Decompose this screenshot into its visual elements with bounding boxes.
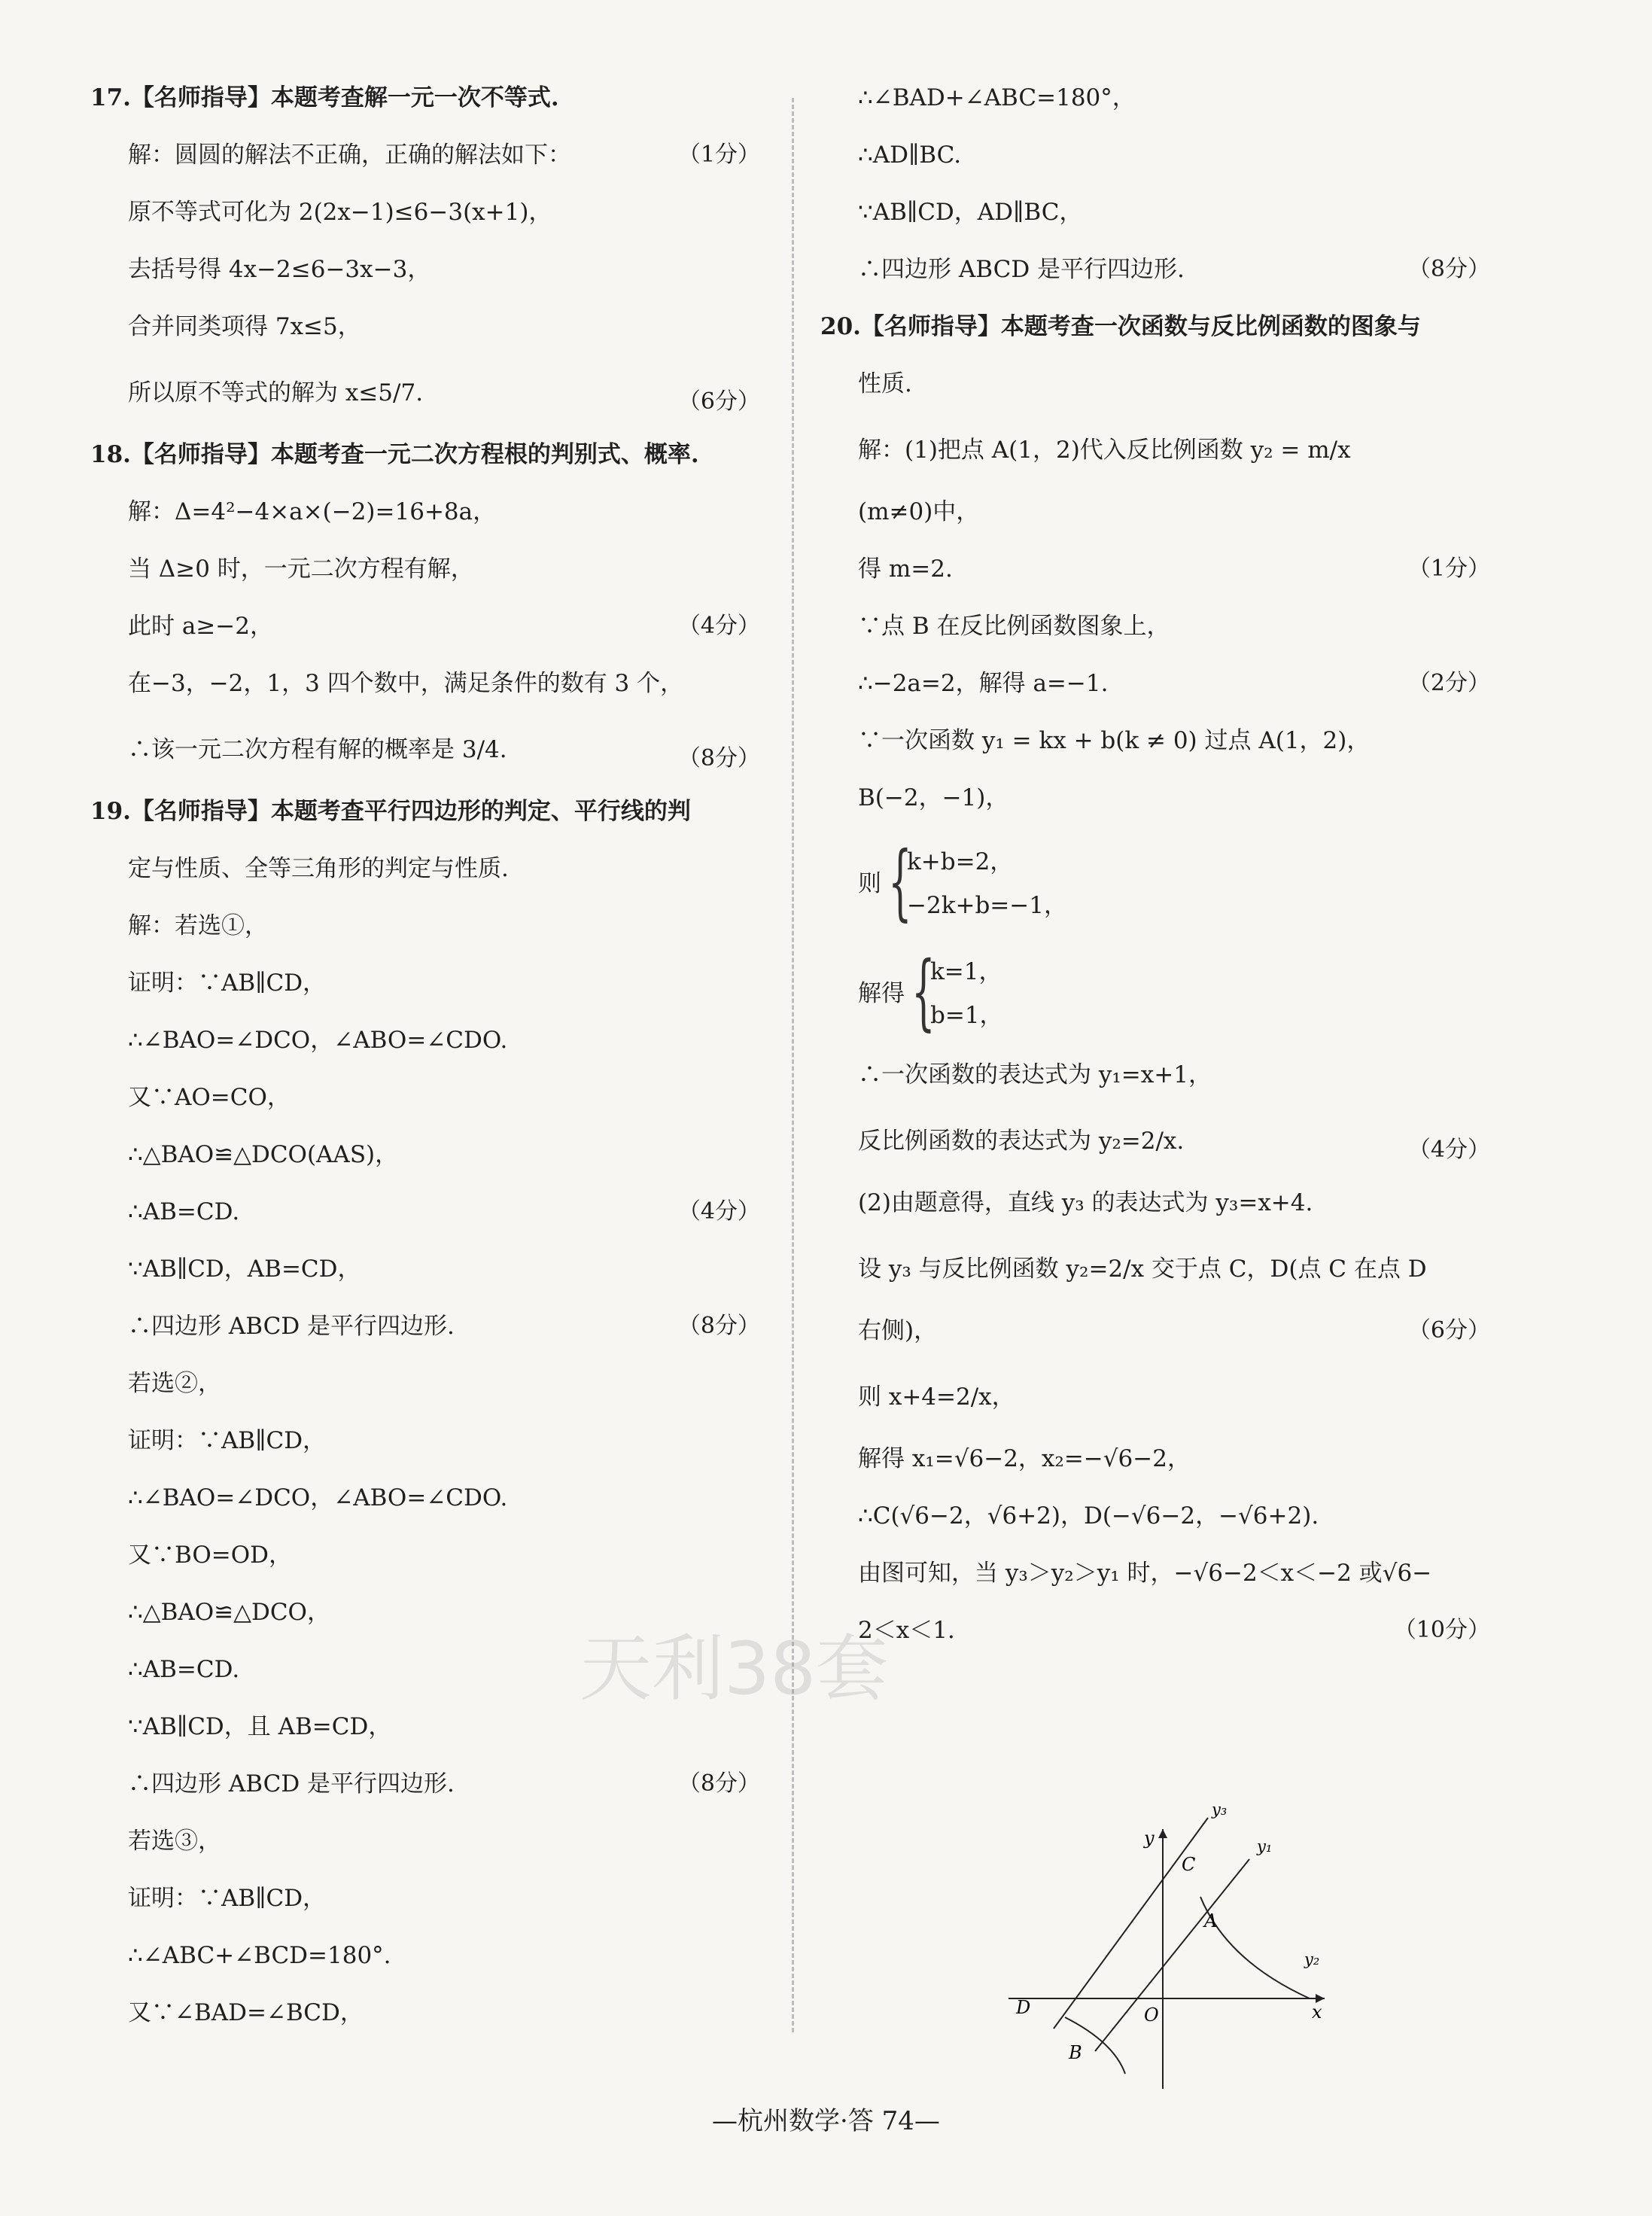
label-origin: O [1144,2004,1159,2026]
left-line-24 [90,1426,768,1456]
solution-text: 则 x+4=2/x， [858,1383,1015,1411]
left-line-19 [90,1140,768,1170]
left-line-31 [90,1826,768,1856]
left-line-16 [90,968,768,998]
solution-text: 合并同类项得 7x≤5， [128,313,361,340]
score-mark: （6分） [677,388,760,415]
solution-text: ∴∠ABC+∠BCD=180°. [128,1942,391,1969]
score-mark: （4分） [677,1198,760,1225]
score-mark: （8分） [677,1770,760,1797]
solution-text: 证明：∵AB∥CD， [128,1427,327,1454]
right-line-13 [820,783,1498,813]
left-line-8 [90,497,768,527]
right-line-19 [820,1245,1498,1293]
right-line-1 [820,83,1498,113]
score-mark: （4分） [677,613,760,639]
solution-text: ∴四边形 ABCD 是平行四边形. [128,1770,455,1797]
left-line-3 [90,197,768,227]
solution-text: 解：若选①， [128,912,268,939]
solution-text: 解：(1)把点 A(1，2)代入反比例函数 y₂ = m/x [858,437,1351,464]
solution-text: B(−2，−1)， [858,784,1009,811]
right-line-7 [820,426,1498,474]
solution-text: 又∵AO=CO， [128,1084,291,1111]
solution-text: ∴∠BAO=∠DCO，∠ABO=∠CDO. [128,1027,508,1054]
left-line-26 [90,1540,768,1570]
label-x: x [1312,2001,1322,2023]
solution-text: 又∵BO=OD， [128,1542,293,1569]
score-mark: （8分） [1407,256,1490,282]
system-equation: k+b=2， [907,848,1014,875]
solution-text: 证明：∵AB∥CD， [128,1885,327,1912]
left-line-20 [90,1197,768,1227]
label-y2: y₂ [1304,1950,1320,1968]
right-line-10 [820,611,1498,641]
solution-text: 解：圆圆的解法不正确，正确的解法如下： [128,142,571,169]
right-line-24 [820,1558,1498,1588]
page-footer: —杭州数学·答 74— [712,2106,940,2136]
solution-text: 证明：∵AB∥CD， [128,970,327,997]
left-line-10 [90,611,768,641]
label-C: C [1182,1854,1196,1875]
label-B: B [1069,2042,1082,2063]
solution-text: 反比例函数的表达式为 y₂=2/x. [858,1128,1185,1155]
left-line-34 [90,1998,768,2028]
solution-text: ∵AB∥CD，AD∥BC， [858,199,1083,226]
solution-text: 解：Δ=4²−4×a×(−2)=16+8a， [128,498,497,525]
right-line-2 [820,140,1498,170]
left-line-15 [90,911,768,941]
label-y1: y₁ [1257,1837,1273,1855]
left-line-32 [90,1883,768,1913]
solution-text: ∵一次函数 y₁ = kx + b(k ≠ 0) 过点 A(1，2)， [858,727,1371,754]
score-mark: （1分） [1407,556,1490,582]
right-line-20 [820,1316,1498,1346]
solution-text: (2)由题意得，直线 y₃ 的表达式为 y₃=x+4. [858,1189,1313,1216]
solution-text: 在−3，−2，1，3 四个数中，满足条件的数有 3 个， [128,670,684,697]
left-line-17 [90,1025,768,1055]
left-line-11 [90,668,768,699]
score-mark: （4分） [1407,1137,1490,1163]
right-line-18 [820,1188,1498,1218]
system-label: 解得 [858,980,905,1007]
score-mark: （8分） [677,745,760,772]
solution-text: ∴C(√6−2，√6+2)，D(−√6−2，−√6+2). [858,1502,1319,1530]
left-line-23 [90,1368,768,1399]
solution-text: 定与性质、全等三角形的判定与性质. [128,855,509,882]
solution-text: ∴四边形 ABCD 是平行四边形. [128,1313,455,1340]
solution-text: ∵AB∥CD，AB=CD， [128,1256,361,1283]
left-line-9 [90,554,768,584]
right-line-16 [820,1060,1498,1090]
question-heading: 19.【名师指导】本题考查平行四边形的判定、平行线的判 [90,798,691,825]
solution-text: 右侧)， [858,1317,938,1344]
left-line-33 [90,1941,768,1971]
right-line-17 [820,1117,1498,1165]
label-D: D [1016,1997,1031,2018]
solution-text: 2＜x＜1. [858,1617,955,1644]
score-mark: （2分） [1407,670,1490,696]
watermark-text: 天利38套 [580,1627,889,1711]
system-equation: b=1， [930,1002,1003,1029]
solution-text: 又∵∠BAD=∠BCD， [128,1999,364,2026]
system-label: 则 [858,870,881,897]
solution-text: ∴AB=CD. [128,1656,240,1683]
solution-text: ∴AB=CD. [128,1198,240,1225]
left-line-2 [90,140,768,170]
solution-text: 若选②， [128,1370,221,1397]
solution-text: 解得 x₁=√6−2，x₂=−√6−2， [858,1445,1191,1472]
left-line-5 [90,312,768,342]
question-heading: 20.【名师指导】本题考查一次函数与反比例函数的图象与 [820,313,1421,340]
right-column [820,83,1498,1673]
left-line-7 [90,440,768,470]
solution-text: 此时 a≥−2， [128,613,274,640]
left-line-14 [90,854,768,884]
left-line-6 [90,369,768,417]
solution-text: ∴AD∥BC. [858,142,962,169]
y-axis-arrow [1158,1829,1167,1838]
right-line-9 [820,554,1498,584]
right-line-22 [820,1444,1498,1474]
system-equations [930,950,1003,1037]
line-y3 [1054,1818,1208,2029]
solution-text: ∵AB∥CD，且 AB=CD， [128,1713,392,1740]
label-y: y [1144,1828,1155,1849]
solution-text: ∴一次函数的表达式为 y₁=x+1， [858,1061,1212,1088]
right-line-6 [820,369,1498,399]
right-line-14 [820,833,1498,930]
label-A: A [1204,1910,1218,1931]
left-line-25 [90,1483,768,1513]
left-line-12 [90,726,768,774]
solution-text: ∴∠BAO=∠DCO，∠ABO=∠CDO. [128,1484,508,1511]
solution-text: ∴△BAO≌△DCO， [128,1599,330,1626]
label-y3: y₃ [1212,1803,1228,1819]
score-mark: （10分） [1393,1617,1490,1643]
function-graph [1001,1803,1340,2096]
solution-text: 得 m=2. [858,556,953,583]
solution-text: 由图可知，当 y₃＞y₂＞y₁ 时，−√6−2＜x＜−2 或√6− [858,1560,1432,1587]
right-line-23 [820,1501,1498,1531]
system-brace: { [911,943,936,1040]
solution-text: 所以原不等式的解为 x≤5/7. [128,379,424,406]
solution-text: ∴该一元二次方程有解的概率是 3/4. [128,736,507,763]
left-line-1 [90,83,768,113]
left-line-22 [90,1311,768,1341]
right-line-12 [820,726,1498,756]
watermark-logo [572,1603,993,1799]
score-mark: （6分） [1407,1317,1490,1344]
solution-text: 原不等式可化为 2(2x−1)≤6−3(x+1)， [128,199,552,226]
system-equation: −2k+b=−1， [907,892,1067,919]
left-line-21 [90,1254,768,1284]
score-mark: （8分） [677,1313,760,1339]
left-line-4 [90,254,768,285]
question-heading: 17.【名师指导】本题考查解一元一次不等式. [90,84,559,111]
solution-text: ∴−2a=2，解得 a=−1. [858,670,1109,697]
right-line-4 [820,254,1498,285]
solution-text: 设 y₃ 与反比例函数 y₂=2/x 交于点 C，D(点 C 在点 D [858,1256,1427,1283]
score-mark: （1分） [677,142,760,168]
right-line-11 [820,668,1498,699]
solution-text: 当 Δ≥0 时，一元二次方程有解， [128,556,474,583]
solution-text: 若选③， [128,1828,221,1855]
solution-text: 去括号得 4x−2≤6−3x−3， [128,256,431,283]
solution-text: ∴∠BAD+∠ABC=180°， [858,84,1136,111]
solution-text: ∴四边形 ABCD 是平行四边形. [858,256,1185,283]
system-equation: k=1， [930,958,1002,985]
question-heading: 18.【名师指导】本题考查一元二次方程根的判别式、概率. [90,441,699,468]
solution-text: ∵点 B 在反比例函数图象上， [858,613,1170,640]
line-y1 [1095,1859,1249,2051]
system-brace: { [888,833,912,930]
right-line-15 [820,943,1498,1040]
solution-text: 性质. [858,370,912,397]
left-line-13 [90,796,768,826]
left-line-18 [90,1082,768,1113]
right-line-5 [820,312,1498,342]
solution-text: ∴△BAO≌△DCO(AAS)， [128,1141,399,1168]
right-line-3 [820,197,1498,227]
solution-text: (m≠0)中， [858,498,980,525]
right-line-21 [820,1373,1498,1421]
right-line-8 [820,497,1498,527]
system-equations [907,840,1067,927]
